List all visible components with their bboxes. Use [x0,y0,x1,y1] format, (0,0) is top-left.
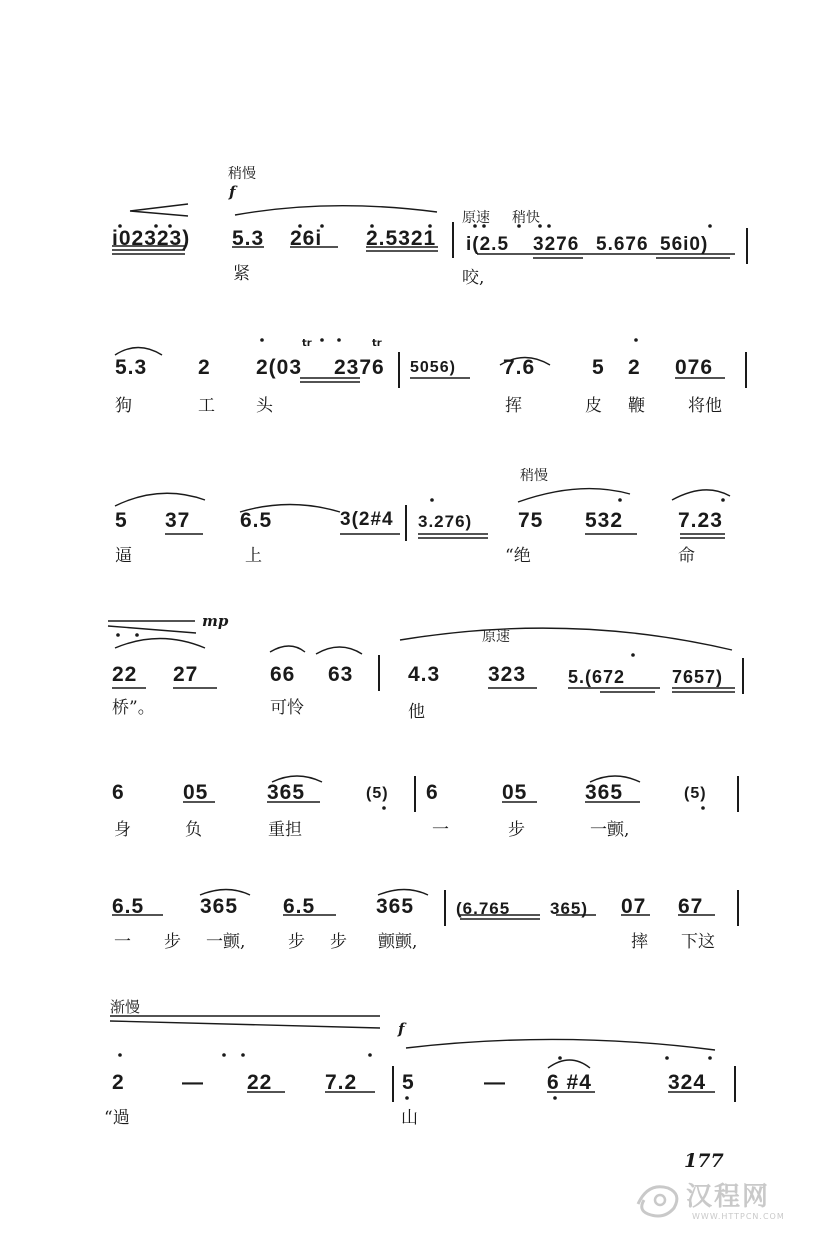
note-group: 67 [678,895,704,918]
lyric: 下这 [681,932,715,952]
note-group: 6 [112,781,125,804]
note-group: 6.5 [283,895,316,918]
note-group: 324 [668,1071,707,1094]
note-group: 3276 [533,234,580,255]
lyric: 一颤, [206,932,246,952]
note-group: 2(03 [256,356,303,379]
note-group: 6.5 [240,509,273,532]
note-group: 365) [550,899,589,918]
lyric: 步 [288,932,305,952]
note-group: 2 [628,356,641,379]
tempo-marking: 原速 [482,629,510,645]
bar-line [444,890,446,926]
note-group: 22 [247,1071,273,1094]
note-group: 5 [592,356,605,379]
lyric: 步 [330,932,347,952]
note-group: 05 [183,781,209,804]
bar-line [737,890,739,926]
lyric: “绝 [505,546,531,566]
lyric: 将他 [688,396,722,416]
dynamic-marking: f [398,1020,405,1038]
note-group: 076 [675,356,714,379]
lyric: 他 [408,702,425,722]
note-group: 7.23 [678,509,723,532]
lyric: 负 [185,820,202,840]
dynamic-marking: mp [202,612,229,630]
page-number: 177 [684,1150,724,1172]
bar-line [452,222,454,258]
note-group: 5056) [410,359,456,376]
tempo-marking: 渐慢 [110,998,141,1016]
bar-line [737,776,739,812]
note-group: 532 [585,509,624,532]
lyric: 鞭 [628,396,645,416]
note-group: 365 [376,895,415,918]
note-group: 365 [267,781,306,804]
watermark-url: WWW.HTTPCN.COM [692,1212,785,1221]
note-group: 26i [290,227,323,250]
bar-line [414,776,416,812]
note-group: 63 [328,663,354,686]
note-group: — [182,1071,204,1094]
note-group: i(2.5 [466,234,510,255]
note-group: 3(2#4 [340,509,394,530]
lyric: 步 [164,932,181,952]
lyric: 步 [508,820,525,840]
note-group: 2 [112,1071,125,1094]
lyric: 紧 [233,264,250,284]
lyric: 一 [114,932,131,952]
note-group: 6.5 [112,895,145,918]
note-group: 3.276) [418,512,473,531]
lyric: 重担 [268,820,302,840]
note-group: 2376 [334,356,385,379]
note-group: 05 [502,781,528,804]
note-group: 5 [115,509,128,532]
tempo-marking: 稍快 [512,210,540,226]
watermark-logo-icon [630,1174,690,1224]
note-group: 2.5321 [366,227,437,250]
note-group: 66 [270,663,296,686]
lyric: 可怜 [270,698,304,718]
lyric: 狗 [115,396,132,416]
note-group: 323 [488,663,527,686]
note-group: 4.3 [408,663,441,686]
tempo-marking: 稍慢 [228,166,256,182]
note-group: 2 [198,356,211,379]
note-group: 6 #4 [547,1071,592,1094]
trill-mark: tr [302,338,312,349]
lyric: 命 [678,546,695,566]
bar-line [378,655,380,691]
lyric: “過 [104,1108,130,1128]
note-group: i02323) [112,227,191,250]
lyric: 身 [114,820,131,840]
note-group: 7657) [672,667,724,687]
note-group: 56i0) [660,234,709,255]
note-group: — [484,1071,506,1094]
note-group: (5) [684,785,707,802]
note-group: 365 [585,781,624,804]
watermark-text: 汉程网 [686,1182,771,1212]
note-group: 5.(672 [568,667,626,687]
bar-line [392,1066,394,1102]
lyric: 山 [401,1108,418,1128]
note-group: 5 [402,1071,415,1094]
lyric: 上 [245,546,262,566]
note-group: 6 [426,781,439,804]
lyric: 一颤, [590,820,630,840]
note-group: 22 [112,663,138,686]
lyric: 工 [198,396,215,416]
lyric: 咬, [462,268,485,288]
note-group: 5.3 [232,227,265,250]
note-group: 27 [173,663,199,686]
tempo-marking: 原速 [462,210,490,226]
note-group: 07 [621,895,647,918]
lyric: 皮 [585,396,602,416]
bar-line [746,228,748,264]
lyric: 颤颤, [378,932,418,952]
note-group: (5) [366,785,389,802]
lyric: 头 [256,396,273,416]
bar-line [745,352,747,388]
note-group: 7.2 [325,1071,358,1094]
lyric: 逼 [115,546,132,566]
lyric: 挥 [505,396,522,416]
note-group: 5.3 [115,356,148,379]
dynamic-marking: f [229,183,236,201]
bar-line [742,658,744,694]
note-group: 5.676 [596,234,649,255]
note-group: 365 [200,895,239,918]
lyric: 桥”。 [112,698,155,718]
note-group: 75 [518,509,544,532]
tempo-marking: 稍慢 [520,468,548,484]
lyric: 摔 [631,932,648,952]
bar-line [398,352,400,388]
bar-line [734,1066,736,1102]
note-group: 7.6 [503,356,536,379]
bar-line [405,505,407,541]
note-group: (6.765 [456,899,511,918]
note-group: 37 [165,509,191,532]
site-watermark [630,1168,810,1230]
lyric: 一 [432,820,449,840]
trill-mark: tr [372,338,382,349]
